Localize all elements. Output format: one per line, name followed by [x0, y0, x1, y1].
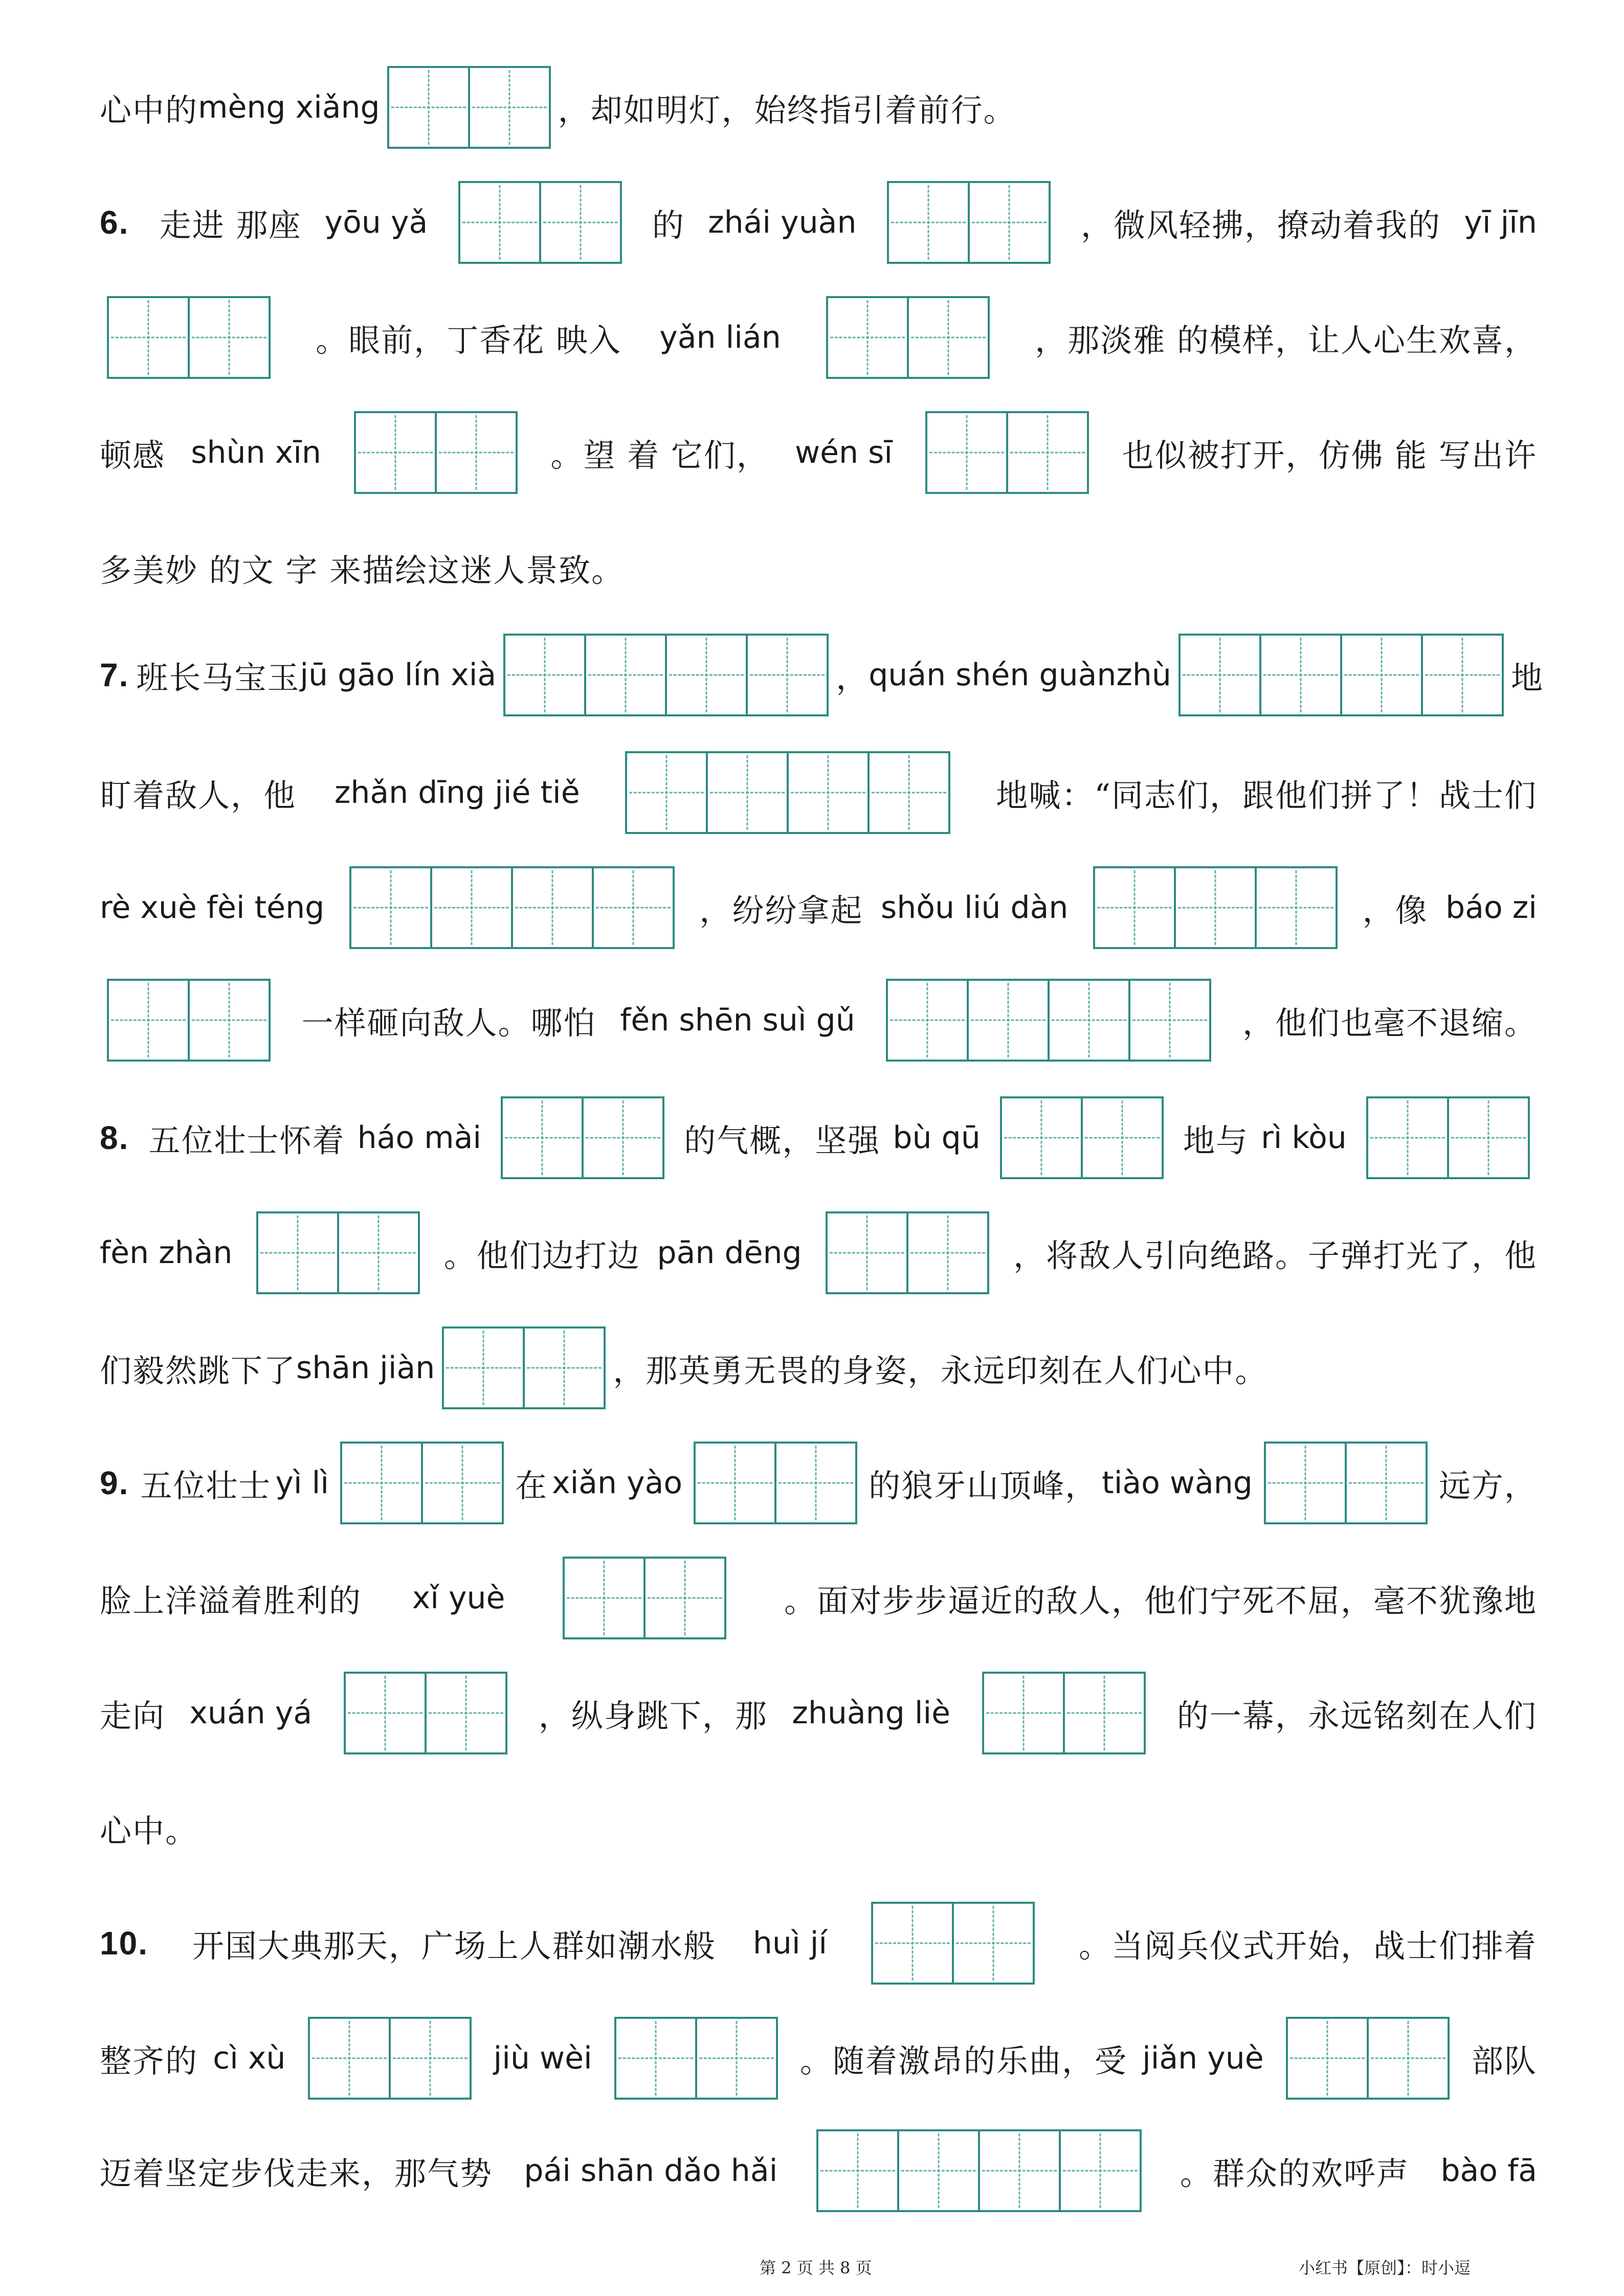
- sentence-text: 。面对步步逼近的敌人，他们宁死不屈，毫不犹豫地: [784, 1582, 1537, 1619]
- tianzige-cell[interactable]: [256, 1211, 339, 1294]
- tianzige-cell[interactable]: [614, 2017, 697, 2100]
- pinyin-prompt: háo mài: [357, 1120, 482, 1156]
- writing-grid[interactable]: [107, 296, 271, 379]
- text-line: [100, 1552, 1537, 1644]
- sentence-text: 的: [652, 206, 685, 244]
- writing-grid[interactable]: [1093, 866, 1338, 949]
- tianzige-cell[interactable]: [826, 1211, 908, 1294]
- sentence-text: 多美妙 的文 字 来描绘这迷人景致。: [100, 551, 625, 589]
- sentence-text: 的气概，坚强: [684, 1121, 881, 1159]
- tianzige-cell[interactable]: [897, 2129, 980, 2212]
- writing-grid[interactable]: [826, 1211, 989, 1294]
- tianzige-cell[interactable]: [774, 1442, 857, 1524]
- pinyin-prompt: shùn xīn: [191, 435, 321, 470]
- sentence-text: 顿感: [100, 436, 166, 474]
- tianzige-cell[interactable]: [539, 181, 622, 264]
- sentence-text: 远方，: [1438, 1467, 1537, 1504]
- tianzige-cell[interactable]: [1340, 634, 1423, 716]
- sentence-text: 。眼前，丁香花 映入: [316, 321, 621, 359]
- tianzige-cell[interactable]: [188, 296, 271, 379]
- writing-grid[interactable]: [442, 1326, 606, 1409]
- tianzige-cell[interactable]: [344, 1672, 427, 1754]
- tianzige-cell[interactable]: [582, 1096, 664, 1179]
- tianzige-cell[interactable]: [1093, 866, 1176, 949]
- sentence-text: 地: [1510, 659, 1544, 696]
- tianzige-cell[interactable]: [1421, 634, 1504, 716]
- pinyin-prompt: xiǎn yào: [552, 1465, 683, 1501]
- tianzige-cell[interactable]: [746, 634, 829, 716]
- pinyin-prompt: xǐ yuè: [412, 1580, 505, 1616]
- sentence-text: ，他们也毫不退缩。: [1242, 1004, 1537, 1042]
- tianzige-cell[interactable]: [430, 866, 513, 949]
- source-credit: 小红书【原创】：时小逗: [1298, 2258, 1471, 2278]
- writing-grid[interactable]: [344, 1672, 507, 1754]
- text-line: [100, 522, 1537, 614]
- question-number: 6.: [100, 204, 129, 241]
- writing-grid[interactable]: [107, 979, 271, 1062]
- tianzige-cell[interactable]: [1366, 1096, 1449, 1179]
- tianzige-cell[interactable]: [468, 66, 551, 149]
- text-line: [100, 1897, 1537, 1989]
- tianzige-cell[interactable]: [978, 2129, 1061, 2212]
- sentence-text: ，将敌人引向绝路。子弹打光了，他: [1013, 1236, 1537, 1274]
- sentence-text: ，像: [1362, 891, 1428, 929]
- tianzige-cell[interactable]: [787, 751, 870, 834]
- pinyin-prompt: jiù wèi: [493, 2040, 592, 2076]
- tianzige-cell[interactable]: [340, 1442, 423, 1524]
- tianzige-cell[interactable]: [886, 979, 969, 1062]
- writing-grid[interactable]: [625, 751, 950, 834]
- sentence-text: 走进 那座: [159, 206, 302, 244]
- pinyin-prompt: zhái yuàn: [708, 205, 857, 240]
- sentence-text: 五位壮士怀着: [148, 1121, 345, 1159]
- pinyin-prompt: pái shān dǎo hǎi: [524, 2153, 778, 2189]
- pinyin-prompt: rì kòu: [1261, 1120, 1347, 1156]
- tianzige-cell[interactable]: [503, 634, 586, 716]
- tianzige-cell[interactable]: [625, 751, 708, 834]
- page-footer: [0, 2255, 1624, 2286]
- pinyin-prompt: fèn zhàn: [100, 1235, 233, 1271]
- tianzige-cell[interactable]: [867, 751, 950, 834]
- writing-grid[interactable]: [614, 2017, 778, 2100]
- tianzige-cell[interactable]: [349, 866, 432, 949]
- text-line: [100, 974, 1537, 1066]
- pinyin-prompt: zhǎn dīng jié tiě: [334, 775, 580, 811]
- text-line: [100, 1322, 1537, 1414]
- tianzige-cell[interactable]: [1345, 1442, 1428, 1524]
- sentence-text: 。望 着 它们，: [550, 436, 769, 474]
- tianzige-cell[interactable]: [982, 1672, 1065, 1754]
- writing-grid[interactable]: [887, 181, 1051, 264]
- text-line: [100, 1667, 1537, 1759]
- tianzige-cell[interactable]: [665, 634, 748, 716]
- pinyin-prompt: yōu yǎ: [324, 205, 428, 240]
- writing-grid[interactable]: [925, 411, 1089, 494]
- writing-grid[interactable]: [1178, 634, 1504, 716]
- question-number: 10.: [100, 1925, 148, 1962]
- pinyin-prompt: yǎn lián: [659, 320, 781, 355]
- pinyin-prompt: bù qū: [893, 1120, 981, 1156]
- tianzige-cell[interactable]: [643, 1557, 726, 1639]
- writing-grid[interactable]: [1366, 1096, 1530, 1179]
- pinyin-prompt: cì xù: [213, 2040, 286, 2076]
- sentence-text: 心中。: [100, 1812, 198, 1850]
- tianzige-cell[interactable]: [1006, 411, 1089, 494]
- tianzige-cell[interactable]: [826, 296, 909, 379]
- sentence-text: 一样砸向敌人。哪怕: [301, 1004, 596, 1042]
- tianzige-cell[interactable]: [907, 296, 990, 379]
- text-line: [100, 1437, 1537, 1529]
- tianzige-cell[interactable]: [337, 1211, 420, 1294]
- text-line: [100, 862, 1537, 954]
- text-line: [100, 1782, 1537, 1874]
- sentence-text: ，: [836, 659, 869, 696]
- sentence-text: ，那淡雅 的模样，让人心生欢喜，: [1035, 321, 1537, 359]
- tianzige-cell[interactable]: [592, 866, 675, 949]
- pinyin-prompt: huì jí: [752, 1925, 828, 1961]
- tianzige-cell[interactable]: [188, 979, 271, 1062]
- sentence-text: 地与: [1183, 1121, 1249, 1159]
- tianzige-cell[interactable]: [1174, 866, 1257, 949]
- tianzige-cell[interactable]: [706, 751, 789, 834]
- text-line: [100, 747, 1537, 839]
- tianzige-cell[interactable]: [308, 2017, 391, 2100]
- writing-grid[interactable]: [1286, 2017, 1450, 2100]
- writing-grid[interactable]: [340, 1442, 504, 1524]
- sentence-text: 走向: [100, 1697, 166, 1735]
- tianzige-cell[interactable]: [816, 2129, 899, 2212]
- pinyin-prompt: shǒu liú dàn: [880, 890, 1069, 926]
- question-number: 8.: [100, 1119, 129, 1156]
- pinyin-prompt: yì lì: [275, 1465, 329, 1501]
- tianzige-cell[interactable]: [442, 1326, 525, 1409]
- sentence-text: ，那英勇无畏的身姿，永远印刻在人们心中。: [613, 1352, 1268, 1389]
- writing-grid[interactable]: [871, 1902, 1035, 1985]
- tianzige-cell[interactable]: [1059, 2129, 1142, 2212]
- pinyin-prompt: mèng xiǎng: [198, 89, 380, 125]
- writing-grid[interactable]: [816, 2129, 1142, 2212]
- sentence-text: 整齐的: [100, 2042, 198, 2080]
- text-line: [100, 1092, 1537, 1184]
- writing-grid[interactable]: [982, 1672, 1146, 1754]
- sentence-text: 。他们边打边: [443, 1236, 640, 1274]
- pinyin-prompt: tiào wàng: [1102, 1465, 1253, 1501]
- sentence-text: 们毅然跳下了: [100, 1352, 297, 1389]
- text-line: [100, 407, 1537, 499]
- writing-grid[interactable]: [503, 634, 829, 716]
- writing-grid[interactable]: [349, 866, 675, 949]
- tianzige-cell[interactable]: [1000, 1096, 1083, 1179]
- writing-grid[interactable]: [1264, 1442, 1428, 1524]
- sentence-text: 迈着坚定步伐走来，那气势: [100, 2154, 493, 2192]
- writing-grid[interactable]: [886, 979, 1211, 1062]
- sentence-text: 心中的: [100, 91, 198, 129]
- tianzige-cell[interactable]: [1264, 1442, 1347, 1524]
- sentence-text: ，纷纷拿起: [699, 891, 863, 929]
- question-number: 9.: [100, 1465, 129, 1501]
- tianzige-cell[interactable]: [887, 181, 970, 264]
- pinyin-prompt: wén sī: [795, 435, 893, 470]
- writing-grid[interactable]: [563, 1557, 726, 1639]
- writing-grid[interactable]: [308, 2017, 472, 2100]
- tianzige-cell[interactable]: [1367, 2017, 1450, 2100]
- text-line: [100, 629, 1544, 721]
- tianzige-cell[interactable]: [458, 181, 541, 264]
- sentence-text: 部队: [1471, 2042, 1537, 2080]
- pinyin-prompt: xuán yá: [189, 1695, 313, 1731]
- tianzige-cell[interactable]: [425, 1672, 507, 1754]
- pinyin-prompt: shān jiàn: [296, 1350, 435, 1386]
- sentence-text: ，纵身跳下，那: [538, 1697, 768, 1735]
- sentence-text: 的狼牙山顶峰，: [869, 1467, 1098, 1504]
- tianzige-cell[interactable]: [1063, 1672, 1146, 1754]
- sentence-text: 的一幕，永远铭刻在人们: [1176, 1697, 1537, 1735]
- tianzige-cell[interactable]: [1286, 2017, 1369, 2100]
- sentence-text: 班长马宝玉: [136, 659, 300, 696]
- pinyin-prompt: jiǎn yuè: [1142, 2040, 1264, 2076]
- writing-grid[interactable]: [826, 296, 990, 379]
- text-line: [100, 2125, 1537, 2217]
- tianzige-cell[interactable]: [695, 2017, 778, 2100]
- pinyin-prompt: rè xuè fèi téng: [100, 890, 325, 926]
- tianzige-cell[interactable]: [511, 866, 594, 949]
- pinyin-prompt: fěn shēn suì gǔ: [620, 1002, 855, 1038]
- writing-grid[interactable]: [256, 1211, 420, 1294]
- pinyin-prompt: quán shén guànzhù: [869, 657, 1171, 693]
- pinyin-prompt: jū gāo lín xià: [300, 657, 497, 693]
- writing-grid[interactable]: [387, 66, 551, 149]
- tianzige-cell[interactable]: [1128, 979, 1211, 1062]
- sentence-text: 在: [515, 1467, 548, 1504]
- writing-grid[interactable]: [501, 1096, 664, 1179]
- tianzige-cell[interactable]: [967, 979, 1050, 1062]
- tianzige-cell[interactable]: [387, 66, 470, 149]
- tianzige-cell[interactable]: [952, 1902, 1035, 1985]
- text-line: [100, 176, 1537, 268]
- sentence-text: 。当阅兵仪式开始，战士们排着: [1078, 1927, 1537, 1965]
- pinyin-prompt: pān dēng: [657, 1235, 802, 1271]
- sentence-text: 五位壮士: [140, 1467, 272, 1504]
- sentence-text: ，微风轻拂，撩动着我的: [1081, 206, 1441, 244]
- tianzige-cell[interactable]: [906, 1211, 989, 1294]
- tianzige-cell[interactable]: [871, 1902, 954, 1985]
- pinyin-prompt: yī jīn: [1464, 205, 1537, 240]
- tianzige-cell[interactable]: [1447, 1096, 1530, 1179]
- tianzige-cell[interactable]: [107, 296, 190, 379]
- sentence-text: 开国大典那天，广场上人群如潮水般: [192, 1927, 716, 1965]
- sentence-text: ，却如明灯，始终指引着前行。: [558, 91, 1016, 129]
- tianzige-cell[interactable]: [1178, 634, 1261, 716]
- writing-grid[interactable]: [694, 1442, 857, 1524]
- tianzige-cell[interactable]: [435, 411, 518, 494]
- page-number: 第 2 页 共 8 页: [760, 2258, 872, 2278]
- tianzige-cell[interactable]: [1081, 1096, 1164, 1179]
- tianzige-cell[interactable]: [1255, 866, 1338, 949]
- tianzige-cell[interactable]: [501, 1096, 584, 1179]
- tianzige-cell[interactable]: [1259, 634, 1342, 716]
- sentence-text: 脸上洋溢着胜利的: [100, 1582, 362, 1619]
- tianzige-cell[interactable]: [389, 2017, 472, 2100]
- tianzige-cell[interactable]: [523, 1326, 606, 1409]
- sentence-text: 也似被打开，仿佛 能 写出许: [1122, 436, 1537, 474]
- question-number: 7.: [100, 657, 129, 693]
- pinyin-prompt: zhuàng liè: [792, 1695, 951, 1731]
- sentence-text: 地喊：“同志们，跟他们拼了！战士们: [996, 776, 1537, 814]
- tianzige-cell[interactable]: [694, 1442, 776, 1524]
- text-line: [100, 1207, 1537, 1299]
- pinyin-prompt: báo zi: [1445, 890, 1537, 926]
- writing-grid[interactable]: [1000, 1096, 1164, 1179]
- tianzige-cell[interactable]: [421, 1442, 504, 1524]
- text-line: [100, 2012, 1537, 2104]
- writing-grid[interactable]: [354, 411, 518, 494]
- tianzige-cell[interactable]: [354, 411, 437, 494]
- sentence-text: 盯着敌人，他: [100, 776, 297, 814]
- text-line: [100, 291, 1537, 384]
- tianzige-cell[interactable]: [925, 411, 1008, 494]
- pinyin-prompt: bào fā: [1440, 2153, 1537, 2189]
- tianzige-cell[interactable]: [968, 181, 1051, 264]
- sentence-text: 。群众的欢呼声: [1180, 2154, 1410, 2192]
- tianzige-cell[interactable]: [1048, 979, 1130, 1062]
- writing-grid[interactable]: [458, 181, 622, 264]
- tianzige-cell[interactable]: [584, 634, 667, 716]
- tianzige-cell[interactable]: [563, 1557, 646, 1639]
- text-line: [100, 61, 1537, 153]
- tianzige-cell[interactable]: [107, 979, 190, 1062]
- sentence-text: 。随着激昂的乐曲，受: [799, 2042, 1127, 2080]
